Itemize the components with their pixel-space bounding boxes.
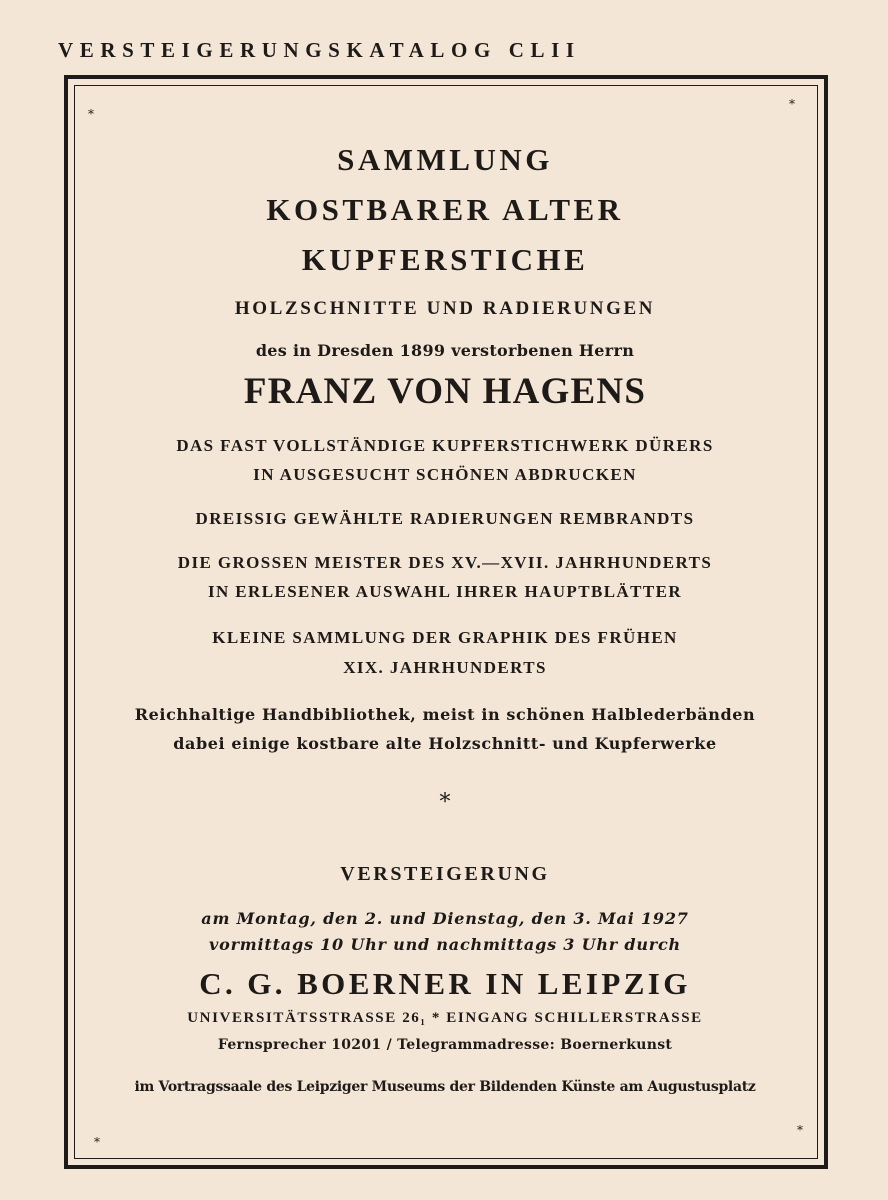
- corner-star-bottom-right: *: [797, 1123, 803, 1137]
- highlight-line: DAS FAST VOLLSTÄNDIGE KUPFERSTICHWERK DÜRERS: [176, 436, 714, 455]
- auction-venue: im Vortragssaale des Leipziger Museums der Bildenden Künste am Augustusplatz: [134, 1079, 756, 1095]
- highlight-line: XIX. JAHRHUNDERTS: [343, 658, 547, 677]
- library-line: dabei einige kostbare alte Holzschnitt- und Kupferwerke: [173, 734, 717, 753]
- library-line: Reichhaltige Handbibliothek, meist in schönen Halblederbänden: [134, 705, 756, 724]
- title-line-sammlung: SAMMLUNG: [337, 142, 553, 177]
- auction-title: VERSTEIGERUNG: [340, 863, 550, 885]
- corner-star-bottom-left: *: [94, 1135, 100, 1149]
- title-line-kostbarer-alter: KOSTBARER ALTER: [266, 192, 624, 227]
- highlight-line: DIE GROSSEN MEISTER DES XV.—XVII. JAHRHUNDERTS: [177, 553, 713, 572]
- highlight-line: IN AUSGESUCHT SCHÖNEN ABDRUCKEN: [253, 465, 637, 484]
- asterisk-ornament: *: [439, 790, 451, 815]
- corner-star-top-right: *: [789, 97, 795, 111]
- title-line-kupferstiche: KUPFERSTICHE: [301, 242, 589, 277]
- running-head: VERSTEIGERUNGSKATALOG CLII: [58, 38, 581, 62]
- auction-date: am Montag, den 2. und Dienstag, den 3. Mai 1927: [201, 909, 689, 928]
- owner-intro: des in Dresden 1899 verstorbenen Herrn: [255, 341, 635, 360]
- highlight-line: IN ERLESENER AUSWAHL IHRER HAUPTBLÄTTER: [207, 582, 683, 601]
- auctioneer-name: C. G. BOERNER IN LEIPZIG: [199, 966, 691, 1001]
- auction-time: vormittags 10 Uhr und nachmittags 3 Uhr durch: [209, 935, 681, 954]
- highlight-line: DREISSIG GEWÄHLTE RADIERUNGEN REMBRANDTS: [195, 509, 695, 528]
- subtitle-holzschnitte: HOLZSCHNITTE UND RADIERUNGEN: [234, 298, 656, 319]
- highlight-line: KLEINE SAMMLUNG DER GRAPHIK DES FRÜHEN: [212, 628, 678, 647]
- owner-name: FRANZ VON HAGENS: [243, 371, 647, 412]
- auction-address: UNIVERSITÄTSSTRASSE 26₁ * EINGANG SCHILLERSTRASSE: [187, 1010, 703, 1026]
- corner-star-top-left: *: [88, 107, 94, 121]
- auction-contact: Fernsprecher 10201 / Telegrammadresse: Boernerkunst: [217, 1037, 673, 1053]
